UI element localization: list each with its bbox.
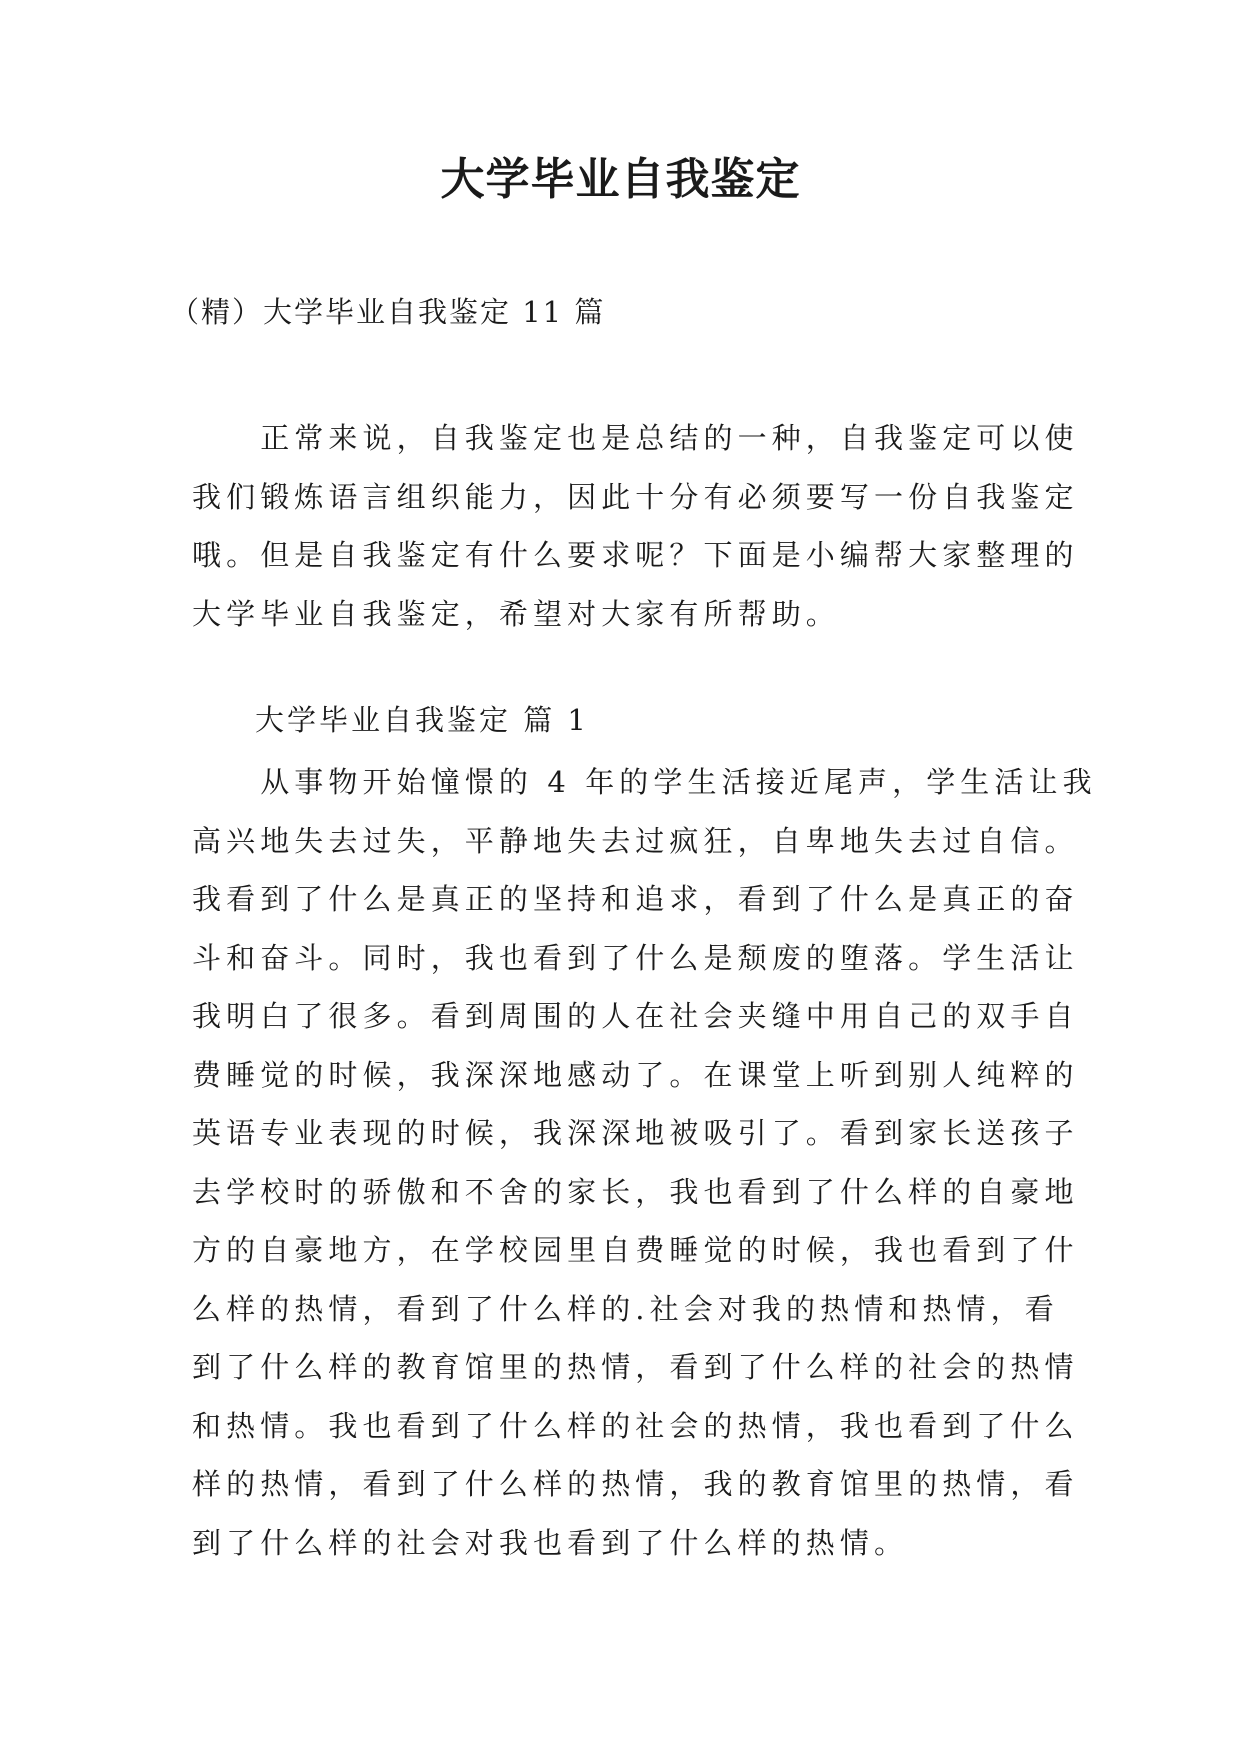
section-line: 样的热情，看到了什么样的热情，我的教育馆里的热情，看: [192, 1467, 1079, 1501]
section-line: 到了什么样的社会对我也看到了什么样的热情。: [192, 1525, 909, 1560]
section-line: 从事物开始憧憬的 4 年的学生活接近尾声，学生活让我: [192, 765, 1097, 799]
intro-paragraph: [192, 409, 1079, 643]
section-line: 我看到了什么是真正的坚持和追求，看到了什么是真正的奋: [192, 882, 1079, 916]
section-line: 高兴地失去过失，平静地失去过疯狂，自卑地失去过自信。: [192, 823, 1079, 858]
section-line: 么样的热情，看到了什么样的.社会对我的热情和热情，看: [192, 1291, 1059, 1326]
section-heading: 大学毕业自我鉴定 篇 1: [255, 703, 589, 737]
section-line: 我明白了很多。看到周围的人在社会夹缝中用自己的双手自: [192, 999, 1079, 1033]
intro-line: 哦。但是自我鉴定有什么要求呢？下面是小编帮大家整理的: [192, 538, 1079, 572]
section-line: 英语专业表现的时候，我深深地被吸引了。看到家长送孩子: [192, 1116, 1079, 1150]
section-line: 费睡觉的时候，我深深地感动了。在课堂上听到别人纯粹的: [192, 1057, 1079, 1092]
intro-line: 正常来说，自我鉴定也是总结的一种，自我鉴定可以使: [192, 421, 1079, 455]
intro-line: 我们锻炼语言组织能力，因此十分有必须要写一份自我鉴定: [192, 479, 1079, 514]
section-line: 和热情。我也看到了什么样的社会的热情，我也看到了什么: [192, 1408, 1079, 1443]
section-paragraph: [192, 753, 1097, 1572]
section-line: 方的自豪地方，在学校园里自费睡觉的时候，我也看到了什: [192, 1233, 1079, 1267]
intro-line: 大学毕业自我鉴定，希望对大家有所帮助。: [192, 596, 840, 631]
section-line: 去学校时的骄傲和不舍的家长，我也看到了什么样的自豪地: [192, 1174, 1079, 1209]
section-line: 到了什么样的教育馆里的热情，看到了什么样的社会的热情: [192, 1350, 1079, 1384]
document-subtitle: （精）大学毕业自我鉴定 11 篇: [170, 295, 606, 329]
section-line: 斗和奋斗。同时，我也看到了什么是颓废的堕落。学生活让: [192, 940, 1079, 975]
document-title: 大学毕业自我鉴定: [440, 154, 801, 205]
